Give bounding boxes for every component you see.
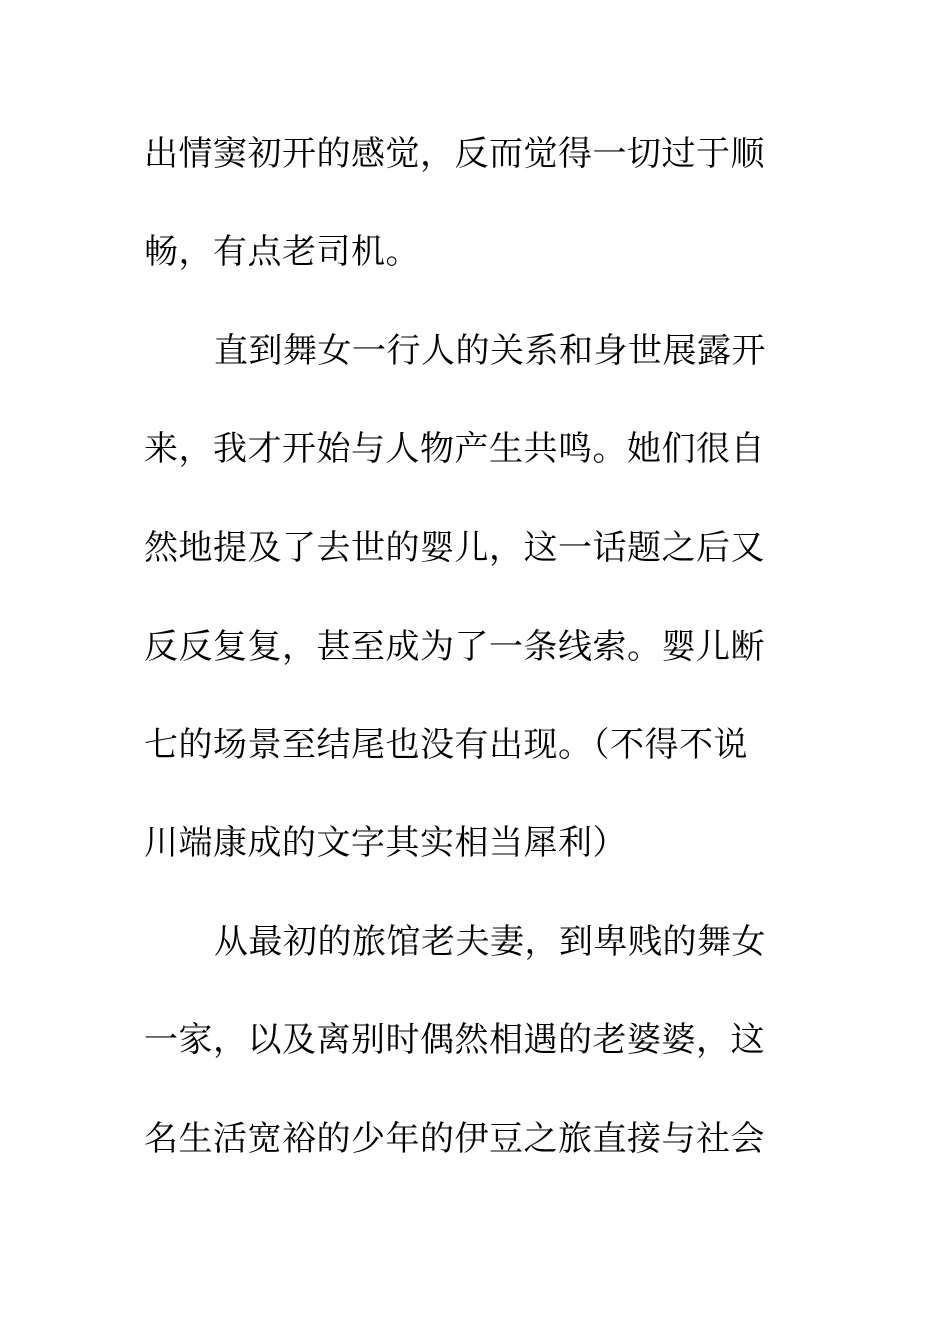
text-line: 名生活宽裕的少年的伊豆之旅直接与社会: [144, 1119, 765, 1159]
text-line: 七的场景至结尾也没有出现。（不得不说: [144, 725, 748, 765]
text-line: 川端康成的文字其实相当犀利）: [144, 823, 627, 863]
text-line: 一家，以及离别时偶然相遇的老婆婆，这: [144, 1020, 765, 1060]
text-line: 出情窦初开的感觉，反而觉得一切过于顺: [144, 134, 765, 174]
text-line: 来，我才开始与人物产生共鸣。她们很自: [144, 429, 765, 469]
paragraph-first-line: 直到舞女一行人的关系和身世展露开: [214, 331, 766, 371]
paragraph-first-line: 从最初的旅馆老夫妻，到卑贱的舞女: [214, 922, 766, 962]
text-line: 然地提及了去世的婴儿，这一话题之后又: [144, 528, 765, 568]
text-line: 畅，有点老司机。: [144, 232, 420, 272]
text-line: 反反复复，甚至成为了一条线索。婴儿断: [144, 627, 765, 667]
